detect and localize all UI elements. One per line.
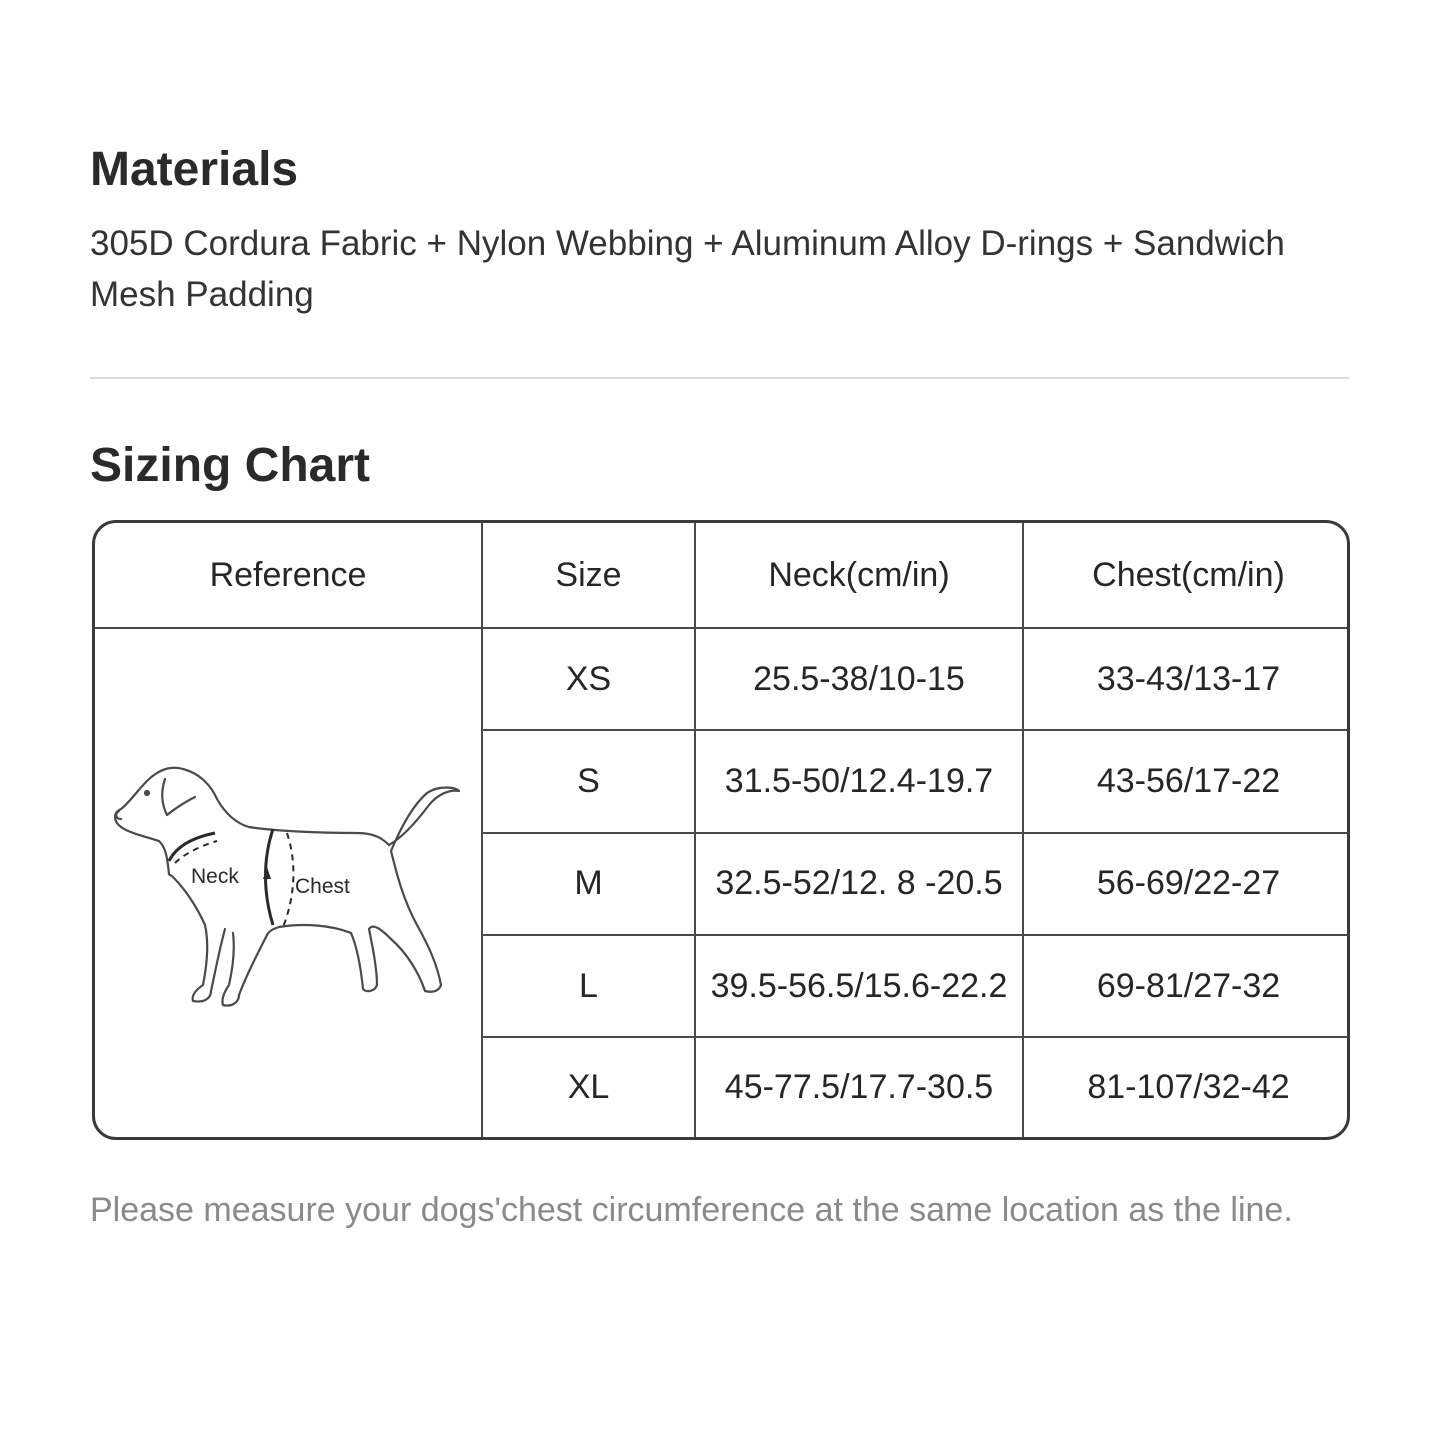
neck-cell: 31.5-50/12.4-19.7	[695, 730, 1023, 832]
chest-cell: 81-107/32-42	[1023, 1037, 1350, 1137]
sizing-table-container	[92, 520, 1350, 1140]
chest-cell: 69-81/27-32	[1023, 935, 1350, 1037]
size-cell: XS	[482, 628, 695, 730]
size-cell: L	[482, 935, 695, 1037]
chest-cell: 43-56/17-22	[1023, 730, 1350, 832]
sizing-chart-title: Sizing Chart	[90, 439, 371, 492]
chest-label: Chest	[295, 875, 350, 898]
column-header-neck: Neck(cm/in)	[695, 523, 1023, 628]
materials-title: Materials	[90, 143, 299, 196]
neck-cell: 32.5-52/12. 8 -20.5	[695, 833, 1023, 935]
neck-label: Neck	[191, 865, 239, 888]
column-header-size: Size	[482, 523, 695, 628]
neck-cell: 45-77.5/17.7-30.5	[695, 1037, 1023, 1137]
section-divider	[90, 377, 1349, 379]
chest-cell: 56-69/22-27	[1023, 833, 1350, 935]
sizing-table	[95, 523, 1350, 1137]
size-cell: XL	[482, 1037, 695, 1137]
size-cell: M	[482, 833, 695, 935]
dog-measurement-illustration	[107, 729, 467, 1019]
size-cell: S	[482, 730, 695, 832]
table-row	[95, 628, 1350, 730]
neck-cell: 39.5-56.5/15.6-22.2	[695, 935, 1023, 1037]
column-header-chest: Chest(cm/in)	[1023, 523, 1350, 628]
materials-description: 305D Cordura Fabric + Nylon Webbing + Aluminum Alloy D-rings + Sandwich Mesh Padding	[90, 224, 1285, 314]
table-header-row	[95, 523, 1350, 628]
reference-illustration-cell	[95, 628, 482, 1137]
measurement-footnote: Please measure your dogs'chest circumference at the same location as the line.	[90, 1191, 1293, 1229]
neck-cell: 25.5-38/10-15	[695, 628, 1023, 730]
chest-cell: 33-43/13-17	[1023, 628, 1350, 730]
column-header-reference: Reference	[95, 523, 482, 628]
